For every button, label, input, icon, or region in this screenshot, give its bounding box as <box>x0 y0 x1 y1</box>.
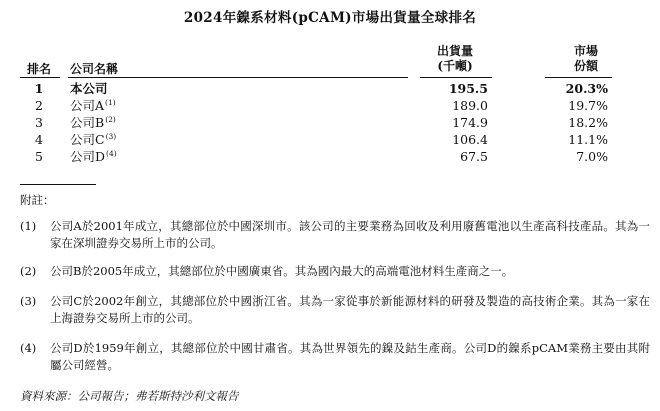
table-row <box>0 148 660 166</box>
footnote-number: (1) <box>20 219 37 233</box>
row-company <box>70 114 116 132</box>
header-share <box>560 44 612 74</box>
header-shipments <box>420 44 490 74</box>
header-rule-shipments <box>420 77 492 78</box>
footnote-ref: (3) <box>105 132 117 141</box>
footnote-item <box>20 293 650 327</box>
header-shipments-line1: 出貨量 <box>436 44 473 58</box>
row-shipments: 195.5 <box>448 81 488 96</box>
row-rank: 3 <box>35 115 43 130</box>
row-company <box>70 148 117 166</box>
source-note: 資料來源：公司報告；弗若斯特沙利文報告 <box>20 389 239 403</box>
row-shipments: 106.4 <box>452 132 488 147</box>
header-rank: 排名 <box>26 62 51 76</box>
table-row <box>0 80 660 98</box>
row-shipments: 174.9 <box>452 115 488 130</box>
footnote-text: 公司D於1959年創立，其總部位於中國甘肅省。其為世界領先的鎳及鈷生產商。公司D的鎳系pCAM業務主要由其附屬公司經營。 <box>50 341 650 372</box>
row-share: 11.1% <box>568 132 608 147</box>
row-company <box>70 80 108 98</box>
header-share-line2: 份額 <box>573 59 598 73</box>
footnote-text: 公司C於2002年創立，其總部位於中國浙江省。其為一家從事於新能源材料的研發及製造的高技術企業。其為一家在上海證券交易所上市的公司。 <box>50 294 650 325</box>
row-rank: 1 <box>34 81 44 96</box>
row-company <box>70 97 116 115</box>
row-share: 19.7% <box>568 98 608 113</box>
footnote-item <box>20 340 650 374</box>
row-company-label: 本公司 <box>70 81 108 96</box>
notes-divider <box>20 184 96 185</box>
row-share: 7.0% <box>576 149 608 164</box>
footnote-text: 公司B於2005年成立，其總部位於中國廣東省。其為國內最大的高端電池材料生產商之一。 <box>50 264 514 278</box>
row-shipments: 67.5 <box>460 149 488 164</box>
table-row <box>0 114 660 132</box>
header-share-line1: 市場 <box>573 44 598 58</box>
row-rank: 5 <box>35 149 43 164</box>
table-title: 2024年鎳系材料(pCAM)市場出貨量全球排名 <box>183 10 477 26</box>
row-rank: 2 <box>35 98 43 113</box>
table-row <box>0 131 660 149</box>
footnote-item <box>20 218 650 252</box>
row-company <box>70 131 116 149</box>
header-rule-share <box>545 77 612 78</box>
footnote-number: (2) <box>20 264 37 278</box>
footnote-text: 公司A於2001年成立，其總部位於中國深圳市。該公司的主要業務為回收及利用廢舊電池以生產高科技產品。其為一家在深圳證券交易所上市的公司。 <box>50 219 650 250</box>
table-row <box>0 97 660 115</box>
footnote-item <box>20 263 650 280</box>
footnote-ref: (1) <box>105 98 116 107</box>
row-company-label: 公司A <box>70 98 105 113</box>
footnote-number: (4) <box>20 341 37 355</box>
row-shipments: 189.0 <box>452 98 488 113</box>
row-company-label: 公司D <box>70 149 106 164</box>
header-shipments-line2: (千噸) <box>437 59 473 73</box>
footnote-ref: (2) <box>105 115 116 124</box>
footnote-ref: (4) <box>106 149 117 158</box>
row-company-label: 公司C <box>70 132 105 147</box>
row-share: 20.3% <box>565 81 608 96</box>
row-rank: 4 <box>35 132 43 147</box>
footnote-number: (3) <box>20 294 37 308</box>
header-company: 公司名稱 <box>70 62 119 76</box>
header-rule-company <box>68 77 408 78</box>
notes-label: 附註： <box>20 193 55 207</box>
header-rule-rank <box>20 77 60 78</box>
row-share: 18.2% <box>568 115 608 130</box>
row-company-label: 公司B <box>70 115 105 130</box>
